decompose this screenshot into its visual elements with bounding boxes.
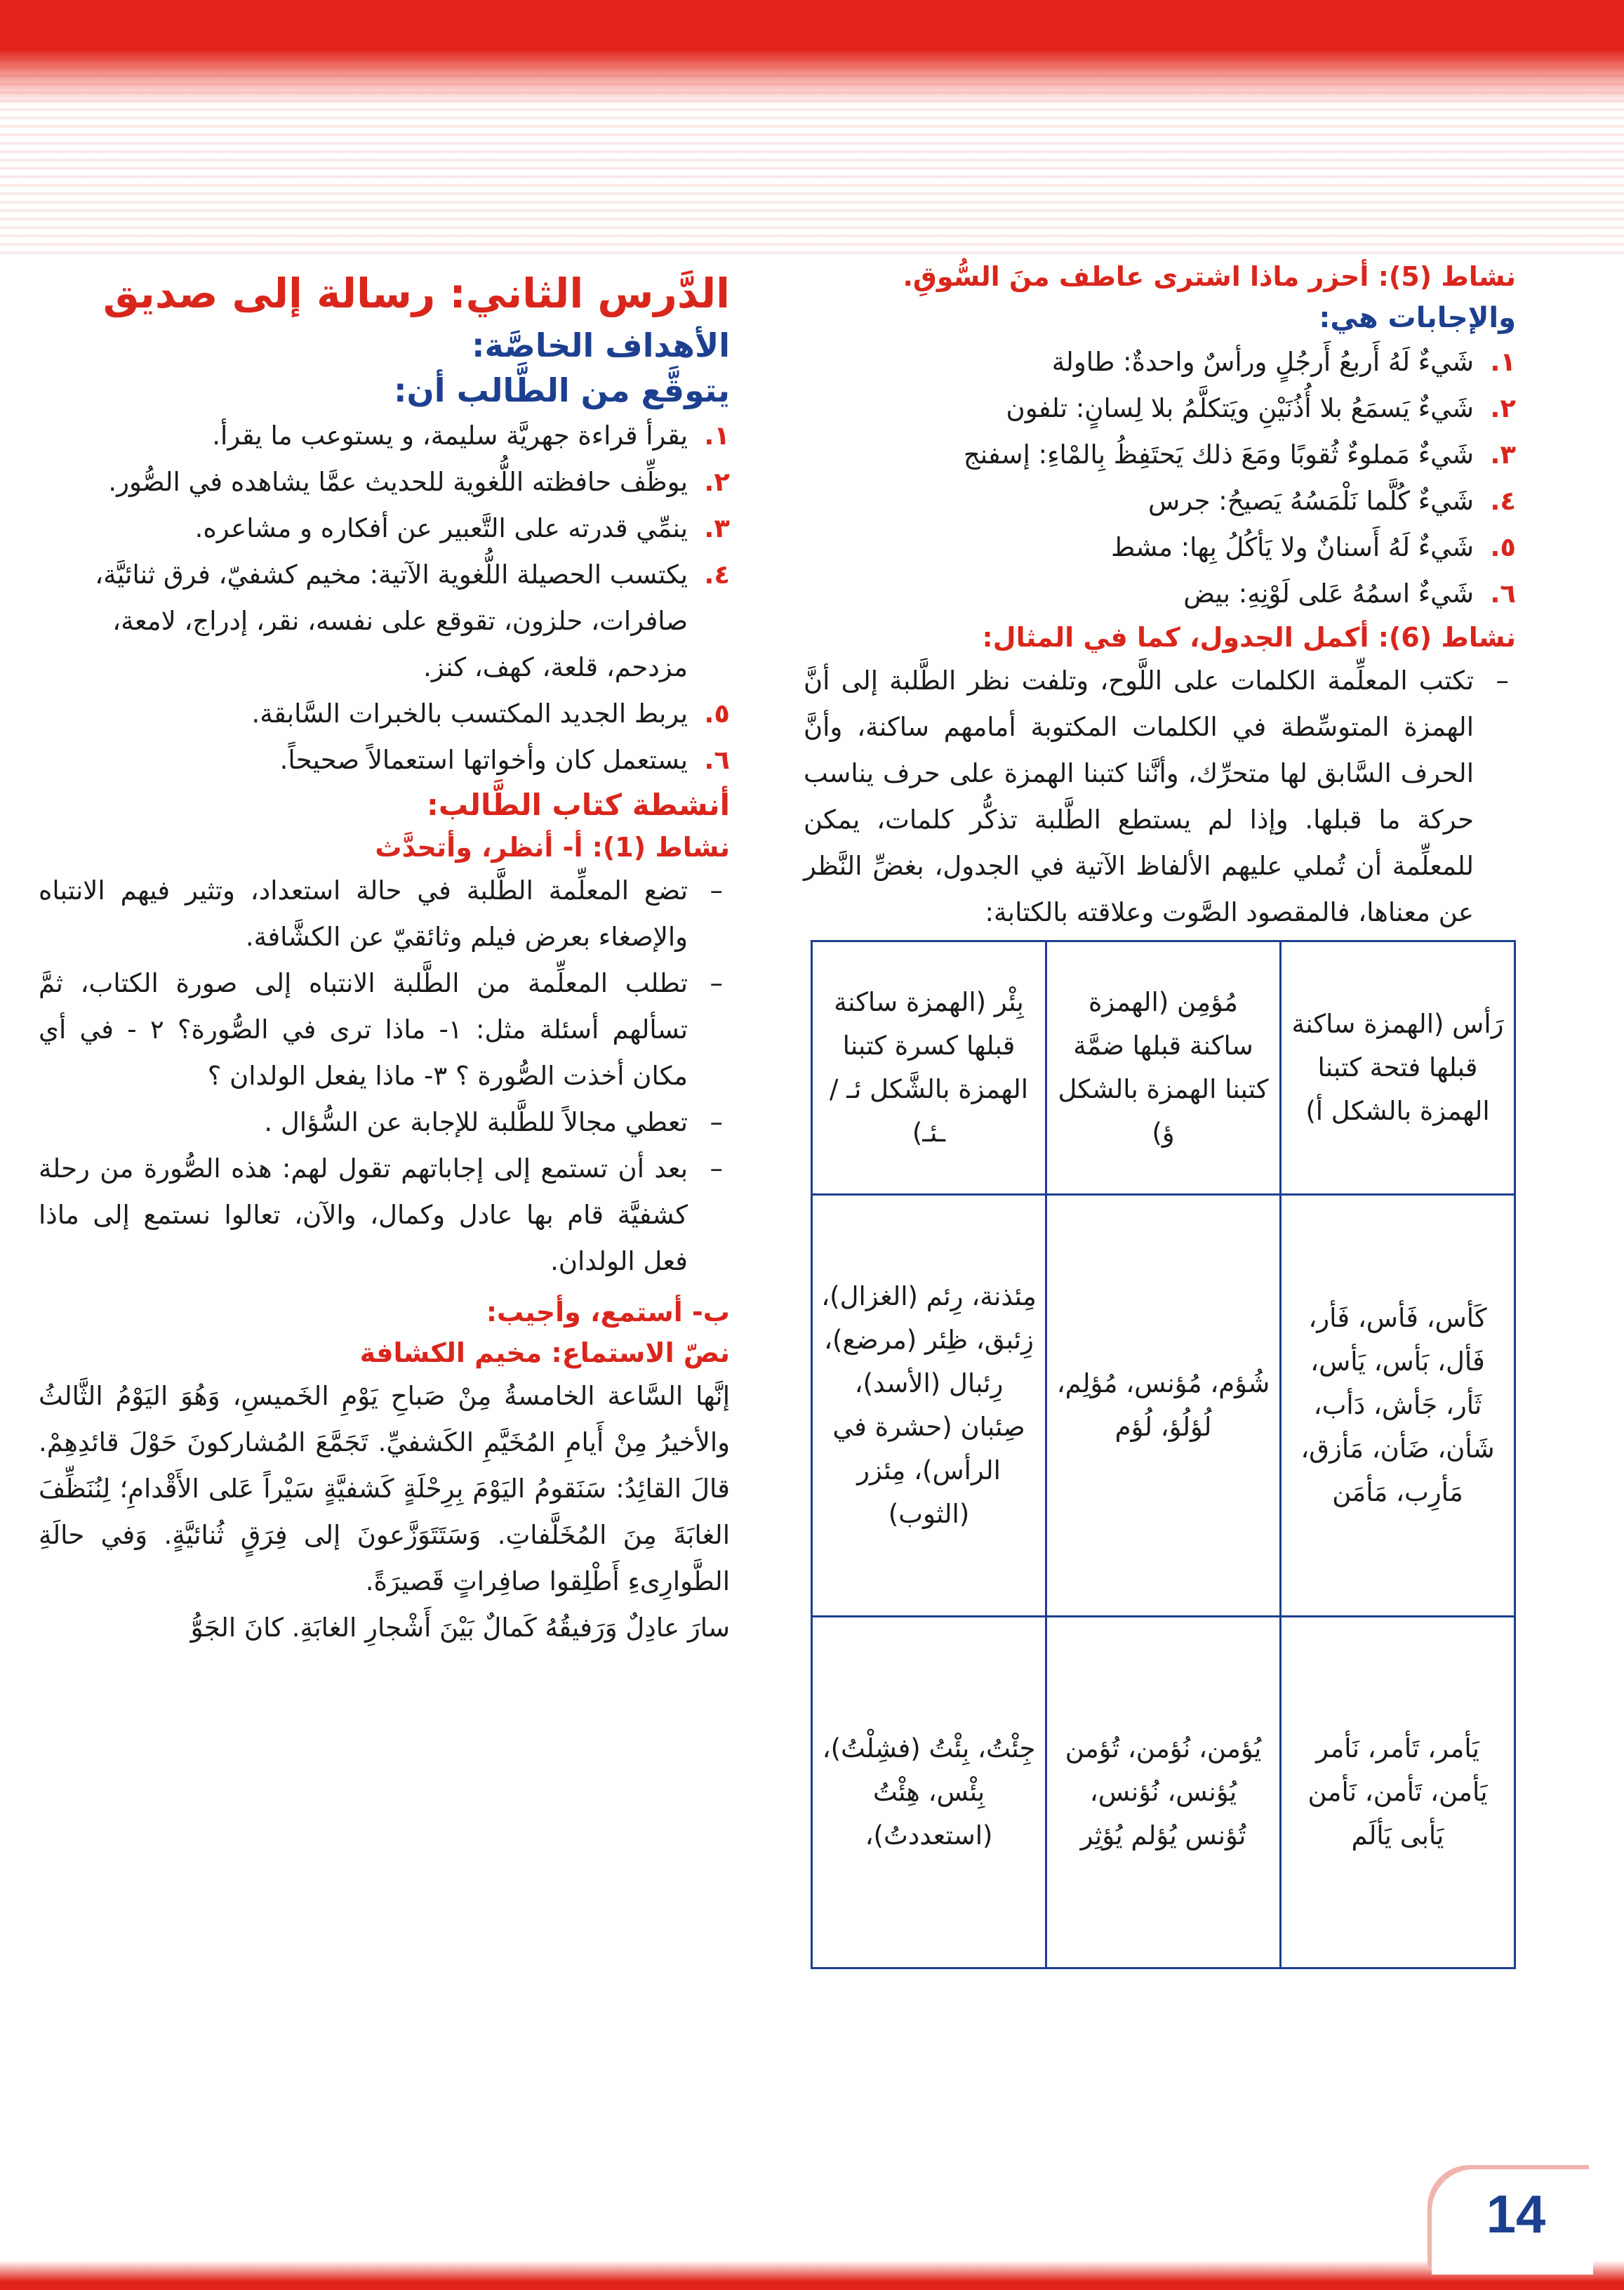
objective-item xyxy=(39,737,730,783)
table-cell: بِئْر (الهمزة ساكنة قبلها كسرة كتبنا الهمزة بالشَّكل ئـ / ـئـ) xyxy=(812,941,1046,1195)
objective-item xyxy=(39,413,730,459)
objective-number: ٤. xyxy=(704,560,730,590)
objective-text: ينمِّي قدرته على التَّعبير عن أفكاره و مشاعره. xyxy=(194,513,688,543)
page-number: 14 xyxy=(1486,2185,1546,2244)
objective-number: ١. xyxy=(704,421,730,451)
table-cell: يُؤمن، نُؤمن، تُؤمن يُؤنس، نُؤنس، تُؤنس يُؤلم يُؤثِر xyxy=(1046,1617,1281,1968)
activity1-list xyxy=(39,868,730,1285)
listen-title: ب- أستمع، وأجيب: xyxy=(486,1297,730,1328)
objective-item xyxy=(39,505,730,552)
answer-text: شَيءٌ يَسمَعُ بلا أُذُنَيْنِ ويَتكلَّمُ بلا لِسانٍ: تلفون xyxy=(1006,393,1474,423)
activity6-instructions xyxy=(804,658,1516,936)
lesson-title: الدَّرس الثاني: رسالة إلى صديق xyxy=(102,270,730,317)
objectives-list xyxy=(39,413,730,783)
table-cell: رَأس (الهمزة ساكنة قبلها فتحة كتبنا الهمزة بالشكل أ) xyxy=(1281,941,1515,1195)
answer-text: شَيءٌ لَهُ أَربعُ أَرجُلٍ ورأسٌ واحدةٌ: طاولة xyxy=(1051,347,1474,377)
table-row xyxy=(812,1617,1515,1968)
activity1-item: – تطلب المعلِّمة من الطَّلبة الانتباه إلى صورة الكتاب، ثمَّ تسألهم أسئلة مثل: ١- ماذا ترى في الصُّورة؟ ٢ - في أي مكان أخذت الصُّورة ؟ ٣- ماذا يفعل الولدان ؟ xyxy=(39,960,730,1099)
objective-number: ٦. xyxy=(704,745,730,775)
answers-label: والإجابات هي: xyxy=(1319,302,1516,334)
left-column xyxy=(39,267,730,1651)
answer-text: شَيءٌ اسمُهُ عَلى لَوْنِهِ: بيض xyxy=(1183,578,1474,609)
answer-number: ٤. xyxy=(1490,486,1516,516)
hamza-table xyxy=(811,940,1516,1969)
activity6-text: – تكتب المعلِّمة الكلمات على اللَّوح، وتلفت نظر الطَّلبة إلى أنَّ الهمزة المتوسِّطة في الكلمات المكتوبة أمامهم ساكنة، وأنَّ الحرف السَّابق لها متحرِّك، وأنَّنا كتبنا الهمزة على حرف يناسب حركة ما قبلها. وإذا لم يستطع الطَّلبة تذكُّر كلمات، يمكن للمعلِّمة أن تُملي عليهم الألفاظ الآتية في الجدول، بغضِّ النَّظر عن معناها، فالمقصود الصَّوت وعلاقته بالكتابة: xyxy=(804,658,1516,936)
table-cell: كَأس، فَأس، فَأر، فَأل، بَأس، يَأس، ثَأر، جَأش، دَأب، شَأن، ضَأن، مَأزق، مَأرِب، مَأمَن xyxy=(1281,1195,1515,1617)
answer-item xyxy=(804,571,1516,617)
answer-number: ١. xyxy=(1490,347,1516,377)
expectation-heading: يتوقَّع من الطَّالب أن: xyxy=(394,371,730,409)
listening-text-continued: سارَ عادِلٌ وَرَفيقُهُ كَمالٌ بَيْنَ أَشْجارِ الغابَةِ. كانَ الجَوُّ xyxy=(190,1613,730,1643)
answer-number: ٦. xyxy=(1490,578,1516,609)
answer-item xyxy=(804,385,1516,432)
objective-number: ٢. xyxy=(704,467,730,497)
table-cell: شُؤم، مُؤنس، مُؤلِم، لُؤلُؤ، لُؤم xyxy=(1046,1195,1281,1617)
objective-text: يوظِّف حافظته اللُّغوية للحديث عمَّا يشاهده في الصُّور. xyxy=(108,467,688,497)
activity1-item: – تعطي مجالاً للطَّلبة للإجابة عن السُّؤال . xyxy=(39,1099,730,1146)
objective-item xyxy=(39,691,730,737)
answer-number: ٢. xyxy=(1490,393,1516,423)
activities-title: أنشطة كتاب الطَّالب: xyxy=(427,788,730,822)
answer-item xyxy=(804,339,1516,385)
answer-number: ٣. xyxy=(1490,439,1516,470)
objective-text: يربط الجديد المكتسب بالخبرات السَّابقة. xyxy=(251,699,688,729)
objective-item xyxy=(39,459,730,505)
activity1-item: – بعد أن تستمع إلى إجاباتهم تقول لهم: هذه الصُّورة من رحلة كشفيَّة قام بها عادل وكمال، والآن، تعالوا نستمع إلى ماذا فعل الولدان. xyxy=(39,1146,730,1285)
activity6-title: نشاط (6): أكمل الجدول، كما في المثال: xyxy=(982,622,1516,653)
listening-text-title: نصّ الاستماع: مخيم الكشافة xyxy=(359,1337,730,1368)
answer-number: ٥. xyxy=(1490,532,1516,562)
table-cell: جِئْتُ، بِئْتُ (فشِلْتُ)، بِئْس، هِئْتُ (استعددتُ)، xyxy=(812,1617,1046,1968)
objective-item xyxy=(39,552,730,691)
table-row xyxy=(812,1195,1515,1617)
listening-text: إنَّها السَّاعة الخامسةُ مِنْ صَباحِ يَوْمِ الخَميسِ، وَهُوَ اليَوْمُ الثَّالثُ والأخيرُ مِنْ أَيامِ المُخَيَّمِ الكَشفيِّ. تَجَمَّعَ المُشاركونَ حَوْلَ قائدِهِمْ. قالَ القائِدُ: سَنَقومُ اليَوْمَ بِرِحْلَةٍ كَشفيَّةٍ سَيْراً عَلى الأَقْدامِ؛ لِنُنَظِّفَ الغابَةَ مِنَ المُخَلَّفاتِ. وَسَتَتَوَزَّعونَ إلى فِرَقٍ ثُنائيَّةٍ. وَفي حالَةِ الطَّوارِىءِ أَطْلِقوا صافِراتٍ قَصيرَةً. xyxy=(39,1381,730,1596)
table-cell: يَأمر، تَأمر، نَأمر يَأمن، تَأمن، نَأمن يَأبى يَألَم xyxy=(1281,1617,1515,1968)
answer-text: شَيءٌ مَملوءٌ ثُقوبًا ومَعَ ذلك يَحتَفِظُ بِالمْاءِ: إسفنج xyxy=(963,439,1474,470)
objective-number: ٥. xyxy=(704,699,730,729)
table-cell: مِئذنة، رِئم (الغزال)، زِئبق، ظِئر (مرضع)، رِئبال (الأسد)، صِئبان (حشرة في الرأس)، مِئزر (الثوب) xyxy=(812,1195,1046,1617)
answer-item xyxy=(804,524,1516,571)
activity1-item: – تضع المعلِّمة الطَّلبة في حالة استعداد، وتثير فيهم الانتباه والإصغاء بعرض فيلم وثائقيّ عن الكشَّافة. xyxy=(39,868,730,960)
table-row xyxy=(812,941,1515,1195)
answer-text: شَيءٌ لَهُ أَسنانٌ ولا يَأكُلُ بِها: مشط xyxy=(1110,532,1474,562)
objectives-title: الأهداف الخاصَّة: xyxy=(472,326,730,364)
objective-text: يقرأ قراءة جهريَّة سليمة، و يستوعب ما يقرأ. xyxy=(212,421,688,451)
objective-text: يكتسب الحصيلة اللُّغوية الآتية: مخيم كشفيّ، فرق ثنائيَّة، صافرات، حلزون، تقوقع على نفسه، نقر، إدراج، لامعة، مزدحم، قلعة، كهف، كنز. xyxy=(95,560,688,682)
right-column xyxy=(804,256,1516,1969)
answer-item xyxy=(804,432,1516,478)
answer-text: شَيءٌ كُلَّما نَلْمَسُهُ يَصيحُ: جرس xyxy=(1148,486,1474,516)
header-stripes xyxy=(0,49,1624,260)
table-cell: مُؤمِن (الهمزة ساكنة قبلها ضمَّة كتبنا الهمزة بالشكل ؤ) xyxy=(1046,941,1281,1195)
objective-number: ٣. xyxy=(704,513,730,543)
answer-item xyxy=(804,478,1516,524)
activity5-title: نشاط (5): أحزر ماذا اشترى عاطف منَ السُّوقِ. xyxy=(903,261,1516,292)
footer-band xyxy=(0,2261,1624,2290)
objective-text: يستعمل كان وأخواتها استعمالاً صحيحاً. xyxy=(279,745,688,775)
answers-list xyxy=(804,339,1516,617)
activity1-title: نشاط (1): أ- أنظر، وأتحدَّث xyxy=(375,832,730,863)
